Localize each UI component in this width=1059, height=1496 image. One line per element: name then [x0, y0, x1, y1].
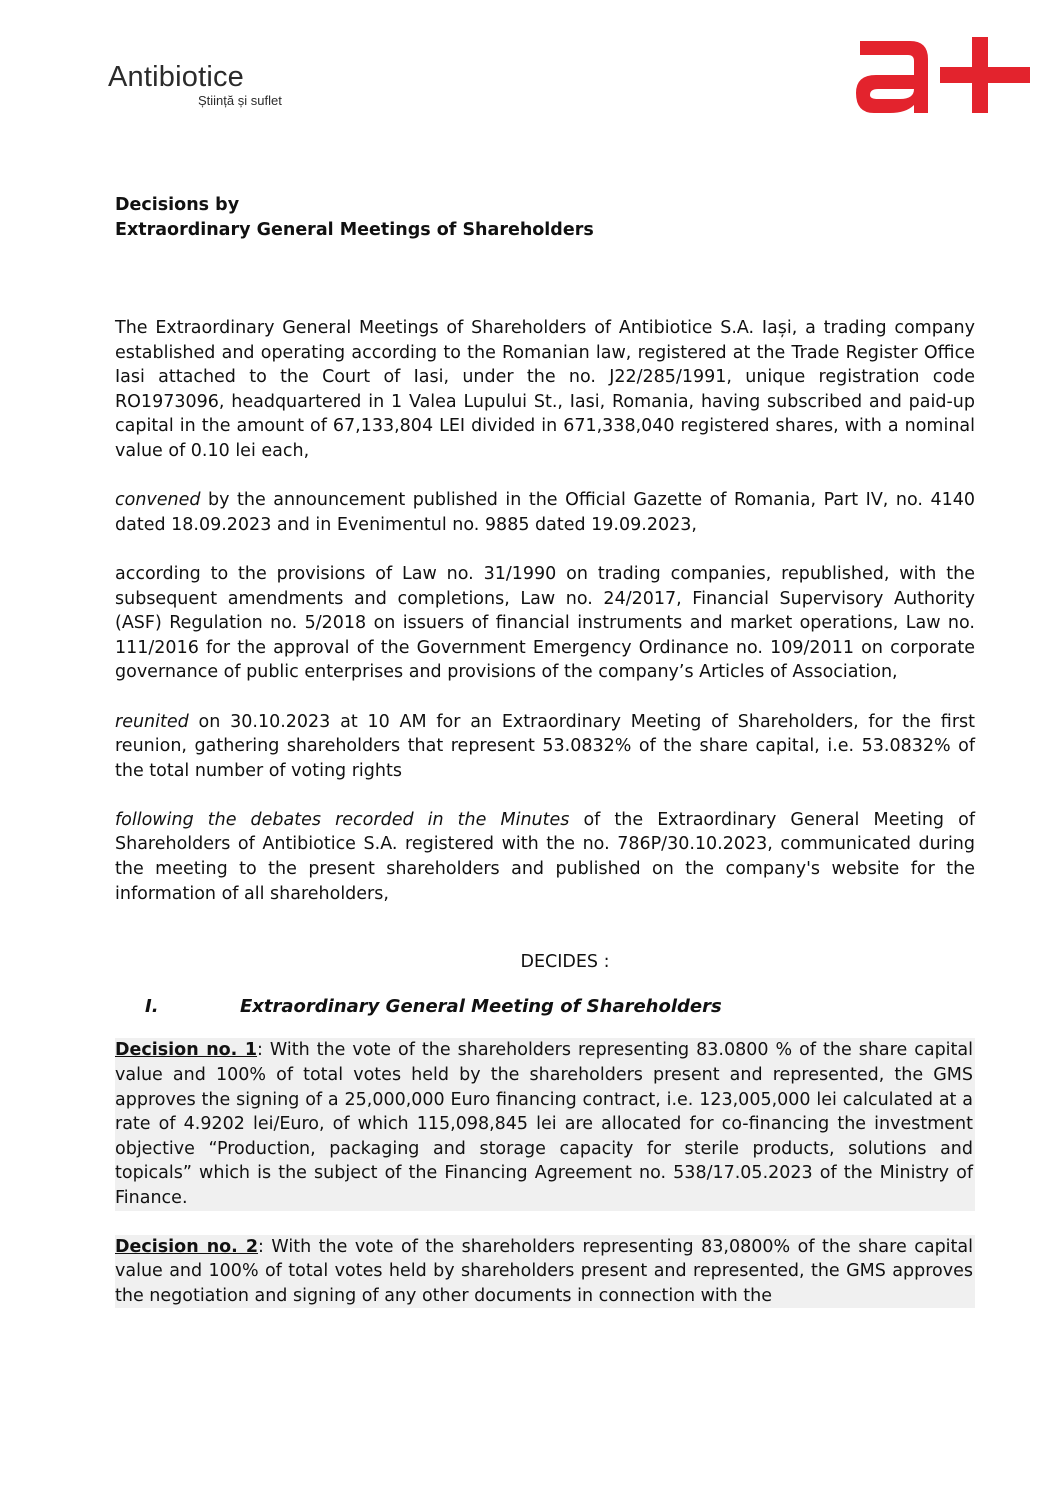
reunited-text: on 30.10.2023 at 10 AM for an Extraordinary Meeting of Shareholders, for the first reunion, gathering shareholders that represent 53.0832% of the share capital, i.e. 53.0832% of the total number of voting rights: [115, 711, 975, 781]
title-line-1: Decisions by: [115, 195, 240, 215]
decides-heading: DECIDES :: [520, 952, 610, 973]
company-logo: [108, 60, 282, 108]
convened-emphasis: convened: [115, 490, 201, 511]
intro-paragraph: The Extraordinary General Meetings of Shareholders of Antibiotice S.A. Iași, a trading company established and operating according to the Romanian law, registered at the Trade Register Office Iasi attached to the Court of Iasi, under the no. J22/285/1991, unique registration code RO1973096, headquartered in 1 Valea Lupului St., Iasi, Romania, having subscribed and paid-up capital in the amount of 67,133,804 LEI divided in 671,338,040 registered shares, with a nominal value of 0.10 lei each,: [115, 318, 975, 461]
a-plus-logo-icon: [852, 33, 1032, 115]
legal-basis-paragraph: according to the provisions of Law no. 31/1990 on trading companies, republished, with the subsequent amendments and completions, Law no. 24/2017, Financial Supervisory Authority (ASF) Regulation no. 5/2018 on issuers of financial instruments and market operations, Law no. 111/2016 for the approval of the Government Emergency Ordinance no. 109/2011 on corporate governance of public enterprises and provisions of the company’s Articles of Association,: [115, 563, 975, 683]
document-title: [115, 193, 594, 243]
decision-text: : With the vote of the shareholders representing 83.0800 % of the share capital value and 100% of total votes held by the shareholders present and represented, the GMS approves the signing of a 25,000,000 Euro financing contract, i.e. 123,005,000 lei calculated at a rate of 4.9202 lei/Euro, of which 115,098,845 lei are allocated for co-financing the investment objective “Production, packaging and storage capacity for sterile products, solutions and topicals” which is the subject of the Financing Agreement no. 538/17.05.2023 of the Ministry of Finance.: [115, 1040, 973, 1208]
logo-tagline: Știință și suflet: [198, 93, 282, 108]
debates-paragraph: [115, 808, 975, 906]
reunited-emphasis: reunited: [115, 711, 189, 732]
decision-text: : With the vote of the shareholders representing 83,0800% of the share capital value and 100% of total votes held by shareholders present and represented, the GMS approves the negotiation and signing of any other documents in connection with the: [115, 1236, 973, 1306]
reunited-paragraph: [115, 710, 975, 784]
decision-item: [115, 1235, 975, 1309]
title-line-2: Extraordinary General Meetings of Shareholders: [115, 220, 594, 240]
document-body: [115, 316, 975, 1332]
debates-emphasis: following the debates recorded in the Minutes: [115, 809, 570, 830]
convened-text: by the announcement published in the Official Gazette of Romania, Part IV, no. 4140 dated 18.09.2023 and in Evenimentul no. 9885 dated 19.09.2023,: [115, 490, 975, 535]
debates-text: of the Extraordinary General Meeting of Shareholders of Antibiotice S.A. registered with the no. 786P/30.10.2023, communicated during the meeting to the present shareholders and published on the company's website for the information of all shareholders,: [115, 809, 975, 904]
decision-item: [115, 1038, 975, 1210]
section-title: Extraordinary General Meeting of Shareholders: [240, 995, 722, 1017]
decision-label: Decision no. 2: [115, 1236, 259, 1257]
section-heading: [115, 995, 975, 1020]
logo-name: Antibiotice: [108, 61, 244, 93]
decision-label: Decision no. 1: [115, 1040, 258, 1061]
convened-paragraph: [115, 488, 975, 537]
section-numeral: I.: [145, 995, 159, 1017]
